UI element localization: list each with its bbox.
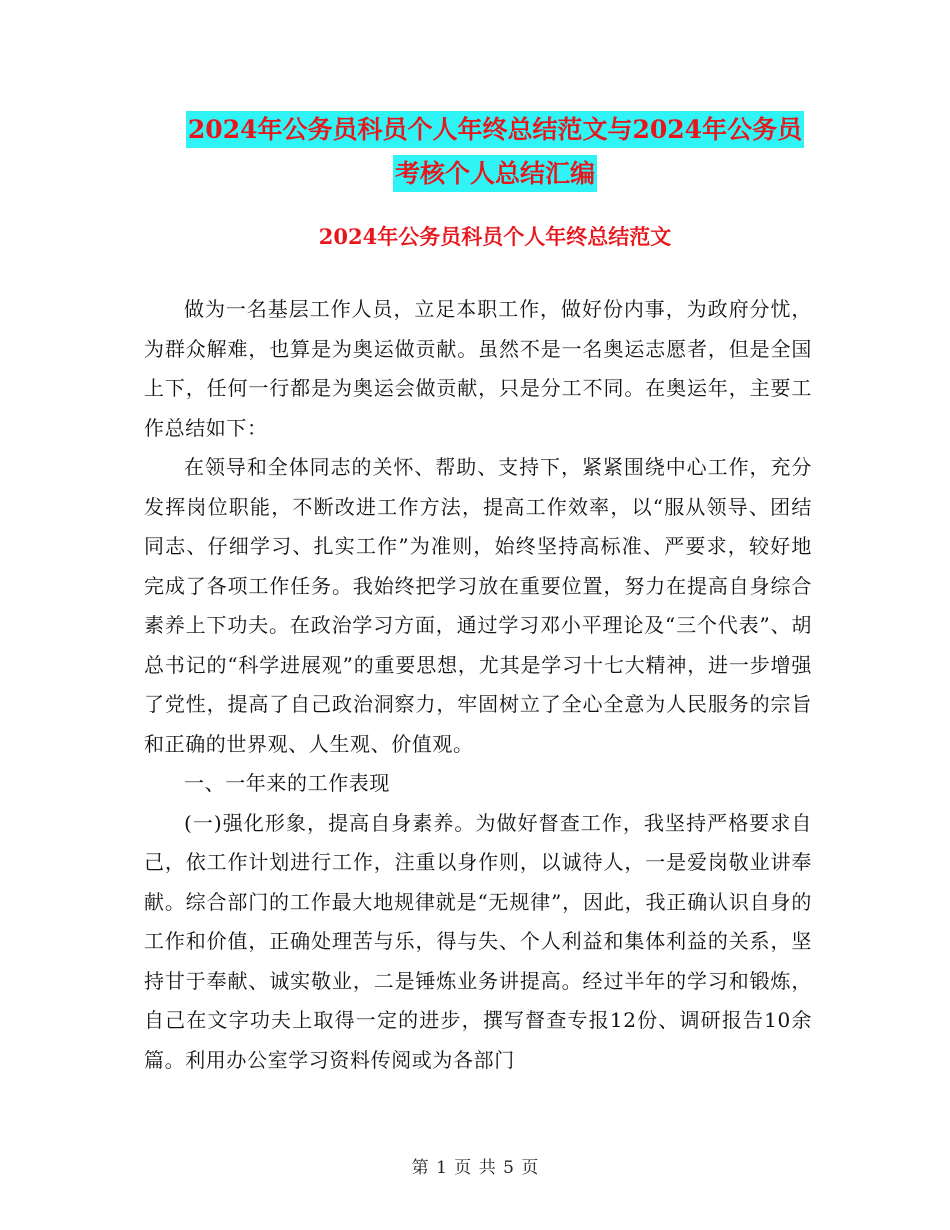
document-body [144, 290, 812, 1080]
title-highlight-1: 2024年公务员科员个人年终总结范文与2024年公务员 [186, 111, 804, 148]
paragraph-heading-1: 一、一年来的工作表现 [184, 771, 390, 795]
page-footer: 第 1 页 共 5 页 [411, 1158, 539, 1178]
paragraph-1: 做为一名基层工作人员，立足本职工作，做好份内事，为政府分忧，为群众解难，也算是为奥运做贡献。虽然不是一名奥运志愿者，但是全国上下，任何一行都是为奥运会做贡献，只是分工不同。在奥运年，主要工作总结如下： [144, 297, 812, 440]
title-highlight-2: 考核个人总结汇编 [393, 155, 597, 192]
paragraph-2: 在领导和全体同志的关怀、帮助、支持下，紧紧围绕中心工作，充分发挥岗位职能，不断改进工作方法，提高工作效率，以“服从领导、团结同志、仔细学习、扎实工作”为准则，始终坚持高标准、严要求，较好地完成了各项工作任务。我始终把学习放在重要位置，努力在提高自身综合素养上下功夫。在政治学习方面，通过学习邓小平理论及“三个代表”、胡总书记的“科学进展观”的重要思想，尤其是学习十七大精神，进一步增强了党性，提高了自己政治洞察力，牢固树立了全心全意为人民服务的宗旨和正确的世界观、人生观、价值观。 [144, 455, 812, 756]
document-title-line-2 [140, 156, 850, 192]
section-title: 2024年公务员科员个人年终总结范文 [318, 224, 672, 249]
document-title-line-1 [140, 112, 850, 148]
paragraph-3: (一)强化形象，提高自身素养。为做好督查工作，我坚持严格要求自己，依工作计划进行工作，注重以身作则，以诚待人，一是爱岗敬业讲奉献。综合部门的工作最大地规律就是“无规律”，因此，我正确认识自身的工作和价值，正确处理苦与乐，得与失、个人利益和集体利益的关系，坚持甘于奉献、诚实敬业，二是锤炼业务讲提高。经过半年的学习和锻炼，自己在文字功夫上取得一定的进步，撰写督查专报12份、调研报告10余篇。利用办公室学习资料传阅或为各部门 [144, 810, 812, 1072]
